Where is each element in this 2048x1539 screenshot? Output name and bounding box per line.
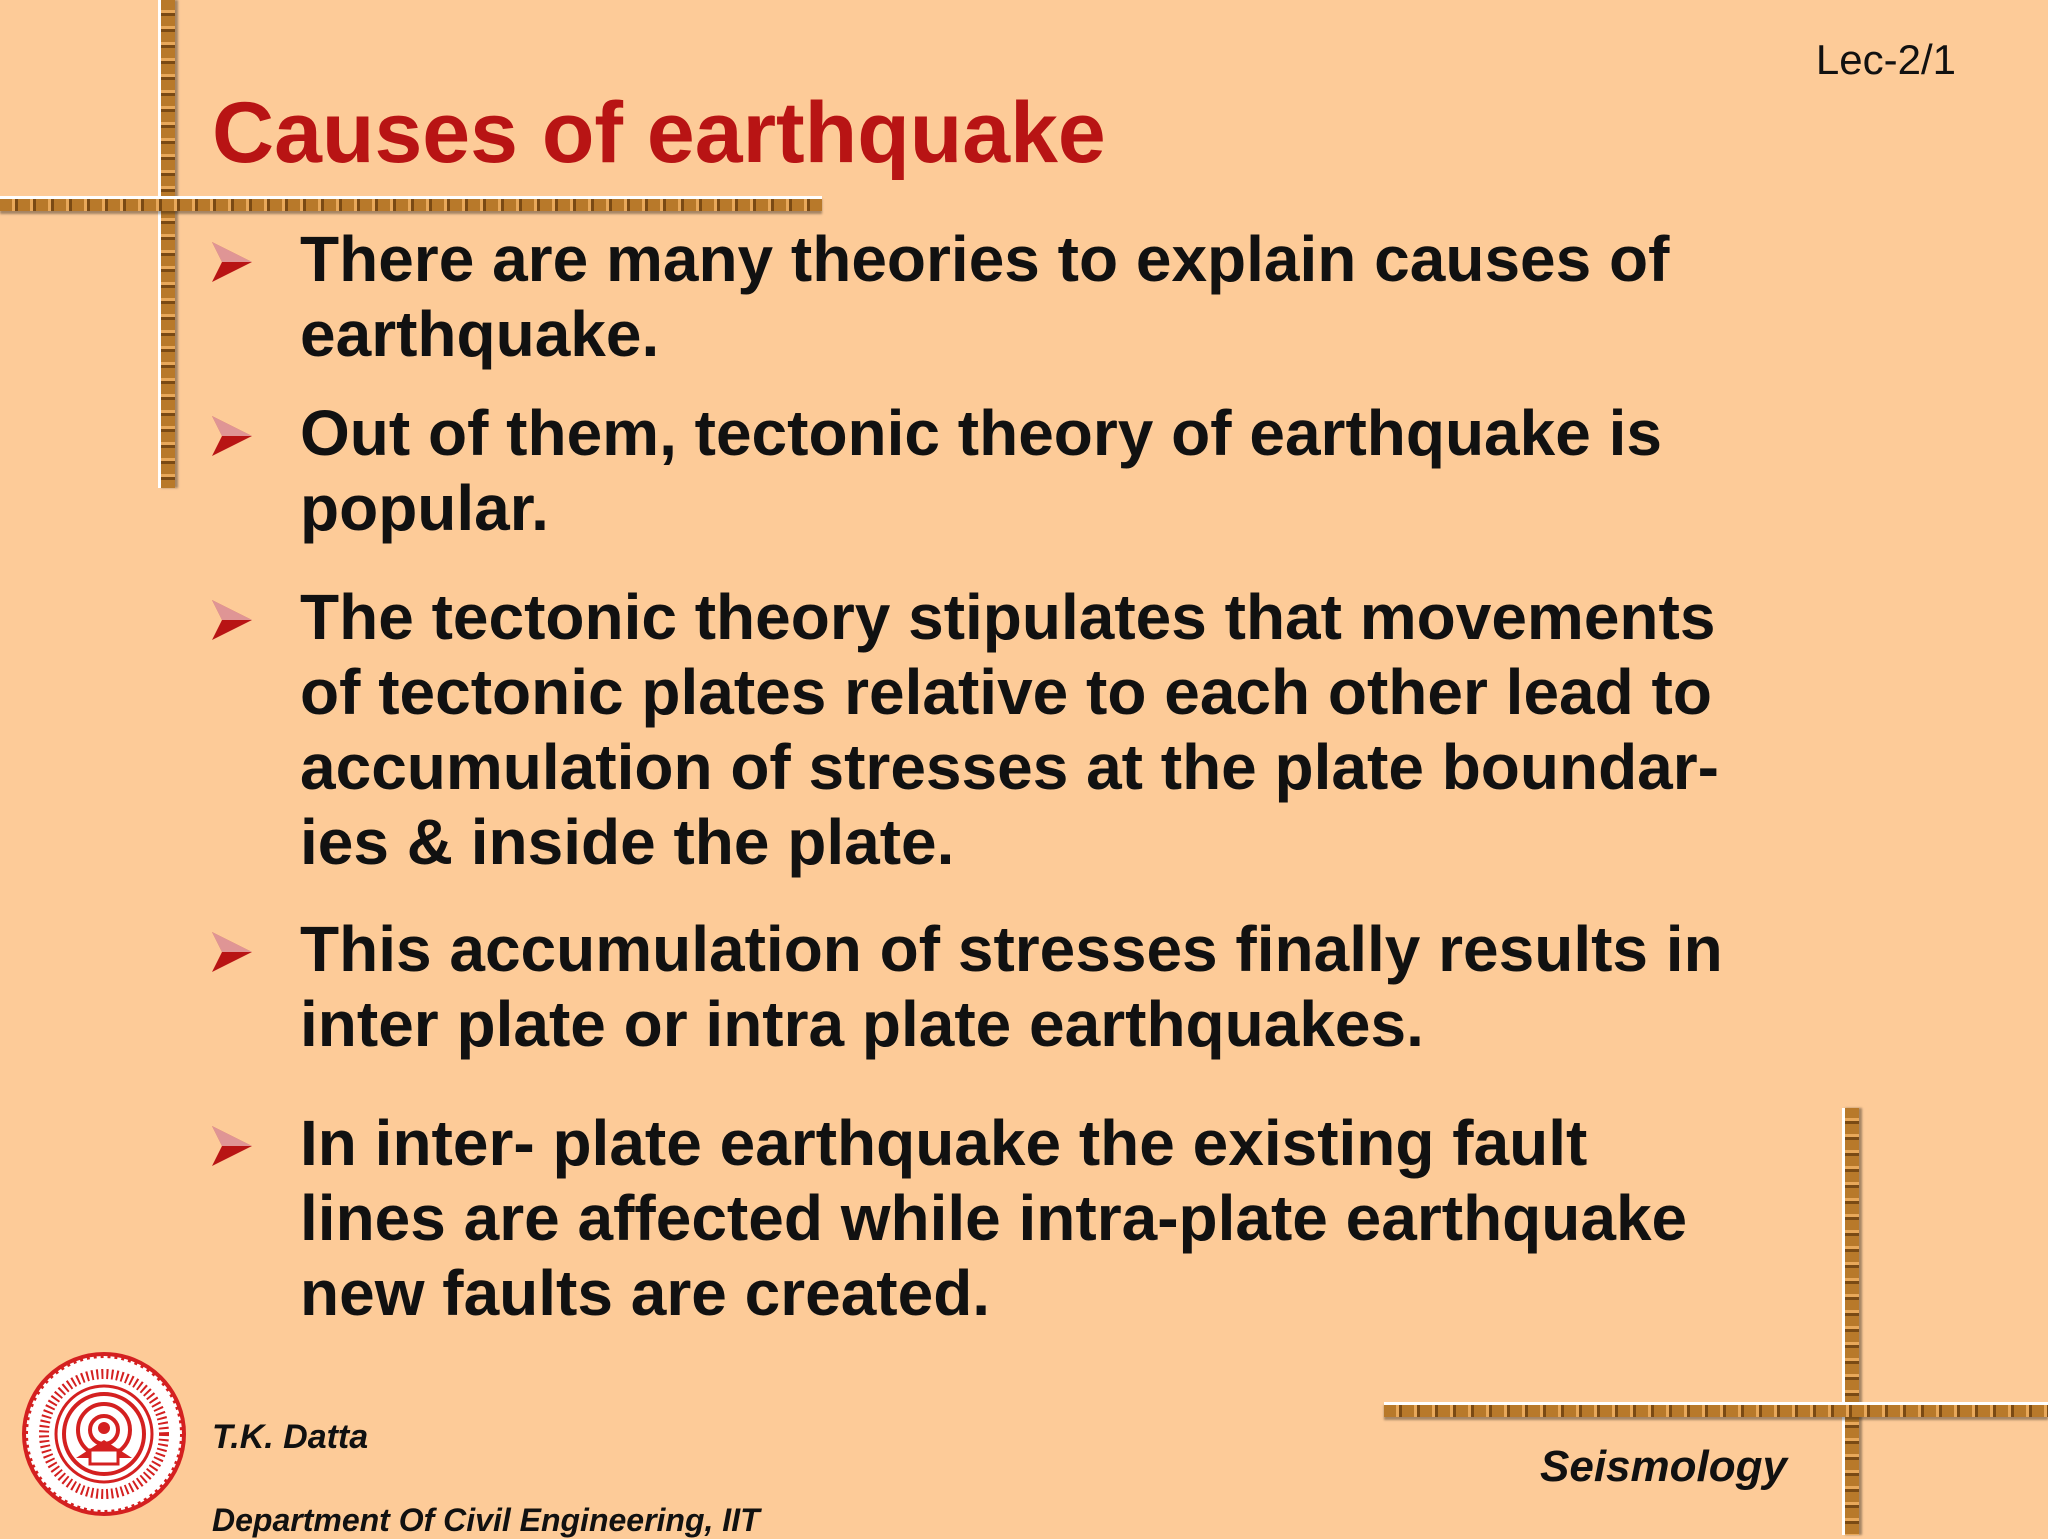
bullet-line: Out of them, tectonic theory of earthquake is xyxy=(300,397,1662,469)
bullet-line: The tectonic theory stipulates that movements xyxy=(300,581,1716,653)
bullet-text xyxy=(300,1106,1808,1331)
bullet-text xyxy=(300,580,1808,880)
arrowhead-bullet-icon xyxy=(208,412,256,460)
bullet-text xyxy=(300,396,1808,546)
bullet-line: of tectonic plates relative to each other lead to xyxy=(300,656,1712,728)
decorative-bar-right-vertical xyxy=(1842,1108,1859,1535)
iit-kanpur-emblem-logo xyxy=(20,1350,188,1518)
bullet-item xyxy=(208,222,1808,372)
decorative-bar-top-horizontal xyxy=(0,196,822,211)
bullet-item xyxy=(208,1106,1808,1331)
bullet-line: new faults are created. xyxy=(300,1257,991,1329)
arrowhead-bullet-icon xyxy=(208,1122,256,1170)
bullet-line: accumulation of stresses at the plate boundar- xyxy=(300,731,1719,803)
arrowhead-bullet-icon xyxy=(208,596,256,644)
bullet-line: In inter- plate earthquake the existing fault xyxy=(300,1107,1588,1179)
bullet-line: inter plate or intra plate earthquakes. xyxy=(300,988,1424,1060)
bullet-line: ies & inside the plate. xyxy=(300,806,955,878)
bullet-item xyxy=(208,912,1808,1062)
bullet-text xyxy=(300,912,1808,1062)
decorative-bar-left-vertical xyxy=(158,0,175,488)
decorative-bar-bottom-horizontal xyxy=(1384,1402,2048,1417)
bullet-line: earthquake. xyxy=(300,298,660,370)
slide-title: Causes of earthquake xyxy=(212,85,1106,181)
footer-author: T.K. Datta xyxy=(212,1418,369,1456)
arrowhead-bullet-icon xyxy=(208,238,256,286)
lecture-code: Lec-2/1 xyxy=(1815,36,1956,83)
bullet-line: This accumulation of stresses finally results in xyxy=(300,913,1723,985)
bullet-line: popular. xyxy=(300,472,549,544)
footer-subject: Seismology xyxy=(1540,1442,1787,1491)
arrowhead-bullet-icon xyxy=(208,928,256,976)
bullet-text xyxy=(300,222,1808,372)
bullet-line: lines are affected while intra-plate earthquake xyxy=(300,1182,1688,1254)
footer-department: Department Of Civil Engineering, IIT xyxy=(212,1502,760,1538)
bullet-item xyxy=(208,580,1808,880)
bullet-item xyxy=(208,396,1808,546)
bullet-line: There are many theories to explain causes of xyxy=(300,223,1670,295)
